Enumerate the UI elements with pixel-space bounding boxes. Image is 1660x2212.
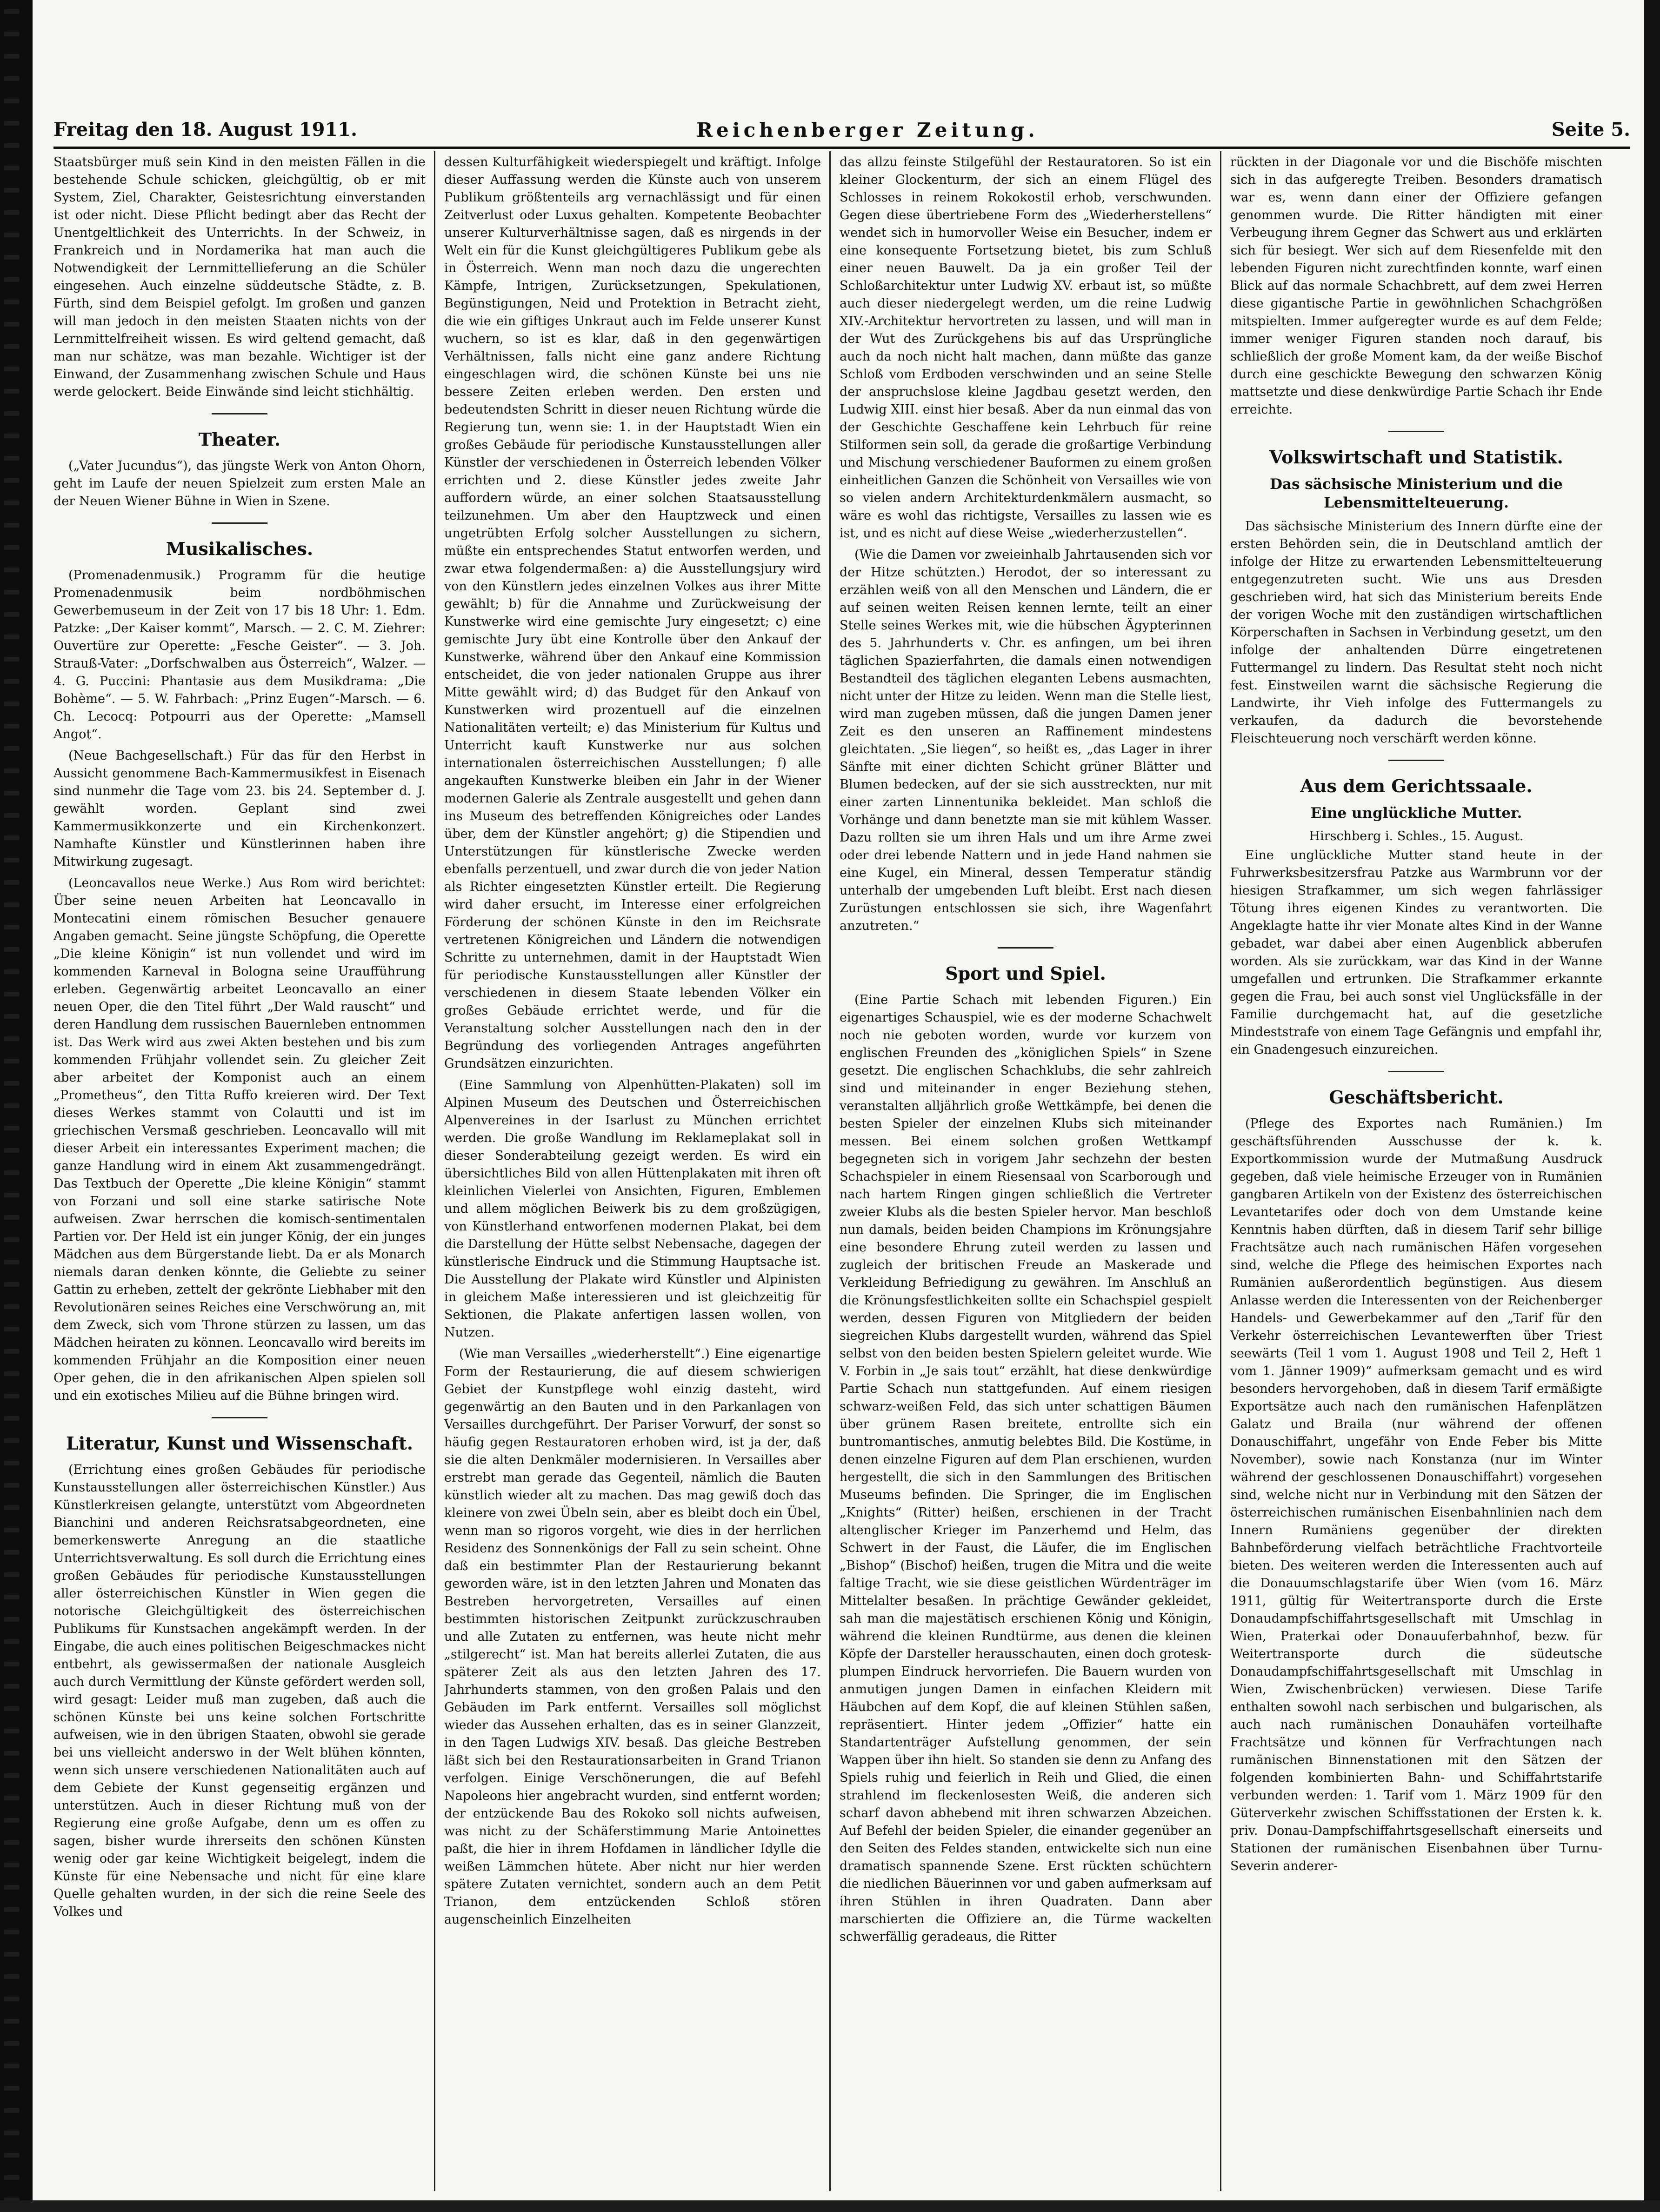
- perforation-mark: [4, 434, 20, 438]
- perforation-mark: [4, 1885, 20, 1890]
- perforation-mark: [4, 1014, 20, 1019]
- perforation-mark: [4, 1416, 20, 1421]
- article-text: (Wie die Damen vor zweieinhalb Jahrtausenden sich vor der Hitze schützten.) Herodot, der so interessant zu erzählen weiß von all den Menschen und Ländern, die er auf seinen weiten Reisen kennen lernte, teilt an einer Stelle seines Werkes mit, wie die hübschen Ägypterinnen des 5. Jahrhunderts v. Chr. es anfingen, um bei ihren täglichen Spazierfahrten, die damals einen notwendigen Bestandteil des täglichen eleganten Lebens ausmachten, nicht unter der Hitze zu leiden. Wenn man die Stelle liest, wird man zugeben müssen, daß die jungen Damen jener Zeit es den unseren an Raffinement mindestens gleichtaten. „Sie liegen“, so heißt es, „das Lager in ihrer Sänfte mit einer dichten Schicht grüner Blätter und Blumen bedecken, auf der sie sich ausstreckten, nur mit einer zarten Linnentunika bekleidet. Man schloß die Vorhänge und dann benetzte man sie mit kühlem Wasser. Dazu rollten sie um ihren Hals und um ihre Arme zwei oder drei lebende Nattern und in jede Hand nahmen sie eine Kugel, ein Mineral, dessen Temperatur ständig unterhalb der umgebenden Luft bleibt. Erst nach diesen Zurüstungen entschlossen sie sich, ihre Wagenfahrt anzutreten.“: [840, 548, 1212, 933]
- article-text: dessen Kulturfähigkeit wiederspiegelt und kräftigt. Infolge dieser Auffassung werden die Künste auch von unserem Publikum größtenteils arg vernachlässigt und für einen Zeitverlust oder Luxus gehalten. Kompetente Beobachter unserer Kulturverhältnisse sagen, daß es nirgends in der Welt ein für die Kunst gleichgültigeres Publikum gebe als in Österreich. Wenn man noch dazu die ungerechten Kämpfe, Intrigen, Zurücksetzungen, Spekulationen, Begünstigungen, Neid und Protektion in Betracht zieht, die wie ein giftiges Unkraut auch im Felde unserer Kunst wuchern, so ist es klar, daß in den gegenwärtigen Verhältnissen, falls nicht eine ganz andere Richtung eingeschlagen wird, die schönen Künste bei uns nie bessere Zeiten erleben werden. Den ersten und bedeutendsten Schritt in dieser neuen Richtung würde die Regierung tun, wenn sie: 1. in der Hauptstadt Wien ein großes Gebäude für periodische Kunstausstellungen aller Künstler der verschiedenen in Österreich lebenden Völker errichten und 2. diese Künstler jedes zweite Jahr auffordern würde, an einer solchen Staatsausstellung teilzunehmen. Um aber den Hauptzweck und einen ungetrübten Erfolg solcher Ausstellungen zu sichern, müßte ein entsprechendes Statut entworfen werden, und zwar etwa folgendermaßen: a) die Ausstellungsjury wird von den Künstlern jedes einzelnen Volkes aus ihrer Mitte gewählt; b) für die Annahme und Zurückweisung der Kunstwerke wird eine gemischte Jury eingesetzt; c) eine gemischte Jury übt eine Kontrolle über den Ankauf der Kunstwerke, während über den Ankauf eine Kommission entscheidet, die von jeder nationalen Gruppe aus ihrer Mitte gewählt wird; d) das Budget für den Ankauf von Kunstwerken wird prozentuell auf die einzelnen Nationalitäten verteilt; e) das Ministerium für Kultus und Unterricht kauft Kunstwerke nur aus solchen internationalen österreichischen Ausstellungen; f) alle angekauften Kunstwerke bleiben ein Jahr in der Wiener modernen Galerie als Zentrale ausgestellt und gehen dann ins Museum des betreffenden Königreiches oder Landes über, dem der Künstler angehört; g) die Stipendien und Unterstützungen für künstlerische Zwecke werden ebenfalls perzentuell, und zwar durch die von jeder Nation als Richter eingesetzten Künstler erteilt. Die Regierung wird daher ersucht, im Interesse einer erfolgreichen Förderung der schönen Künste in den im Reichsrate vertretenen Königreichen und Ländern die notwendigen Schritte zu unternehmen, damit in der Hauptstadt Wien für periodische Kunstausstellungen aller Künstler der verschiedenen in diesem Staate lebenden Völker ein großes Gebäude errichtet werde, und für die Veranstaltung solcher Ausstellungen nach den in der Begründung des vorliegenden Antrages angeführten Grundsätzen einzurichten.: [444, 155, 821, 1071]
- column-1: [53, 154, 426, 2191]
- perforation-mark: [4, 1528, 20, 1532]
- perforation-mark: [4, 902, 20, 907]
- perforation-mark: [4, 1818, 20, 1823]
- article-text: („Vater Jucundus“), das jüngste Werk von Anton Ohorn, geht im Laufe der neuen Spielzeit zum ersten Male an der Neuen Wiener Bühne in Wien in Szene.: [53, 459, 426, 508]
- perforation-mark: [4, 2131, 20, 2135]
- section-heading-business: Geschäftsbericht.: [1329, 1087, 1504, 1108]
- column-rule: [829, 151, 831, 2191]
- perforation-mark: [4, 501, 20, 505]
- perforation-mark: [4, 1974, 20, 1979]
- perforation-mark: [4, 858, 20, 862]
- perforation-mark: [4, 1371, 20, 1376]
- perforation-mark: [4, 791, 20, 795]
- perforation-mark: [4, 1952, 20, 1957]
- perforation-mark: [4, 1550, 20, 1555]
- perforation-mark: [4, 1260, 20, 1264]
- perforation-mark: [4, 2108, 20, 2113]
- article-text: Eine unglückliche Mutter stand heute in der Fuhrwerksbesitzersfrau Patzke aus Warmbrunn vor der hiesigen Strafkammer, um sich wegen fahrlässiger Tötung ihres eigenen Kindes zu verantworten. Die Angeklagte hatte ihr vier Monate altes Kind in der Wanne gebadet, war dabei aber einen Augenblick abberufen worden. Als sie zurückkam, war das Kind in der Wanne umgefallen und ertrunken. Die Strafkammer erkannte gegen die Frau, bei auch sonst viel Unglücksfälle in der Familie durchgemacht hat, auf die gesetzliche Mindeststrafe von einem Tage Gefängnis und empfahl ihr, ein Gnadengesuch einzureichen.: [1230, 848, 1602, 1057]
- perforation-mark: [4, 1304, 20, 1309]
- section-divider: [1388, 431, 1444, 432]
- perforation-mark: [4, 99, 20, 103]
- perforation-mark: [4, 32, 20, 36]
- perforation-mark: [4, 1461, 20, 1465]
- section-divider: [998, 947, 1053, 949]
- perforation-mark: [4, 1215, 20, 1220]
- section-divider: [1388, 760, 1444, 761]
- perforation-mark: [4, 1103, 20, 1108]
- perforation-mark: [4, 969, 20, 974]
- section-heading-literature: Literatur, Kunst und Wissenschaft.: [66, 1433, 413, 1454]
- perforation-mark: [4, 769, 20, 773]
- perforation-mark: [4, 724, 20, 728]
- perforation-mark: [4, 1438, 20, 1443]
- scan-edge-bottom: [0, 2200, 1660, 2212]
- section-heading-economy: Volkswirtschaft und Statistik.: [1269, 447, 1563, 468]
- article-text: (Eine Partie Schach mit lebenden Figuren.) Ein eigenartiges Schauspiel, wie es der moderne Schachwelt noch nie geboten worden, wurde vor kurzem von englischen Freunden des „königlichen Spiels“ in Szene gesetzt. Die englischen Schachklubs, die sehr zahlreich sind und miteinander in enger Beziehung stehen, veranstalten alljährlich große Wettkämpfe, bei denen die besten Spieler der einzelnen Klubs sich miteinander messen. Bei einem solchen großen Wettkampf begegneten sich in vorigem Jahr sechzehn der besten Schachspieler in einem Riesensaal von Scarborough und nach hartem Ringen gingen schließlich die Vertreter zweier Klubs als die besten Spieler hervor. Man beschloß nun damals, beiden beiden Champions im Krönungsjahre eine besondere Ehrung zuteil werden zu lassen und zugleich der britischen Freude an Maskerade und Verkleidung Befriedigung zu gewähren. Im Anschluß an die Krönungsfestlichkeiten sollte ein Schachspiel gespielt werden, dessen Figuren von Mitgliedern der beiden siegreichen Klubs dargestellt wurden, während das Spiel selbst von den beiden besten Spielern geleitet wurde. Wie V. Forbin in „Je sais tout“ erzählt, hat diese denkwürdige Partie Schach nun stattgefunden. Auf einem riesigen schwarz-weißen Feld, das sich unter schattigen Bäumen über grünem Rasen breitete, entrollte sich ein buntromantisches, anmutig belebtes Bild. Die Kostüme, in denen einzelne Figuren auf dem Plan erschienen, wurden hergestellt, die sich in den Sammlungen des Britischen Museums befinden. Die Springer, die im Englischen „Knights“ (Ritter) heißen, erschienen in der Tracht altenglischer Krieger im Panzerhemd und Helm, das Schwert in der Faust, die Läufer, die im Englischen „Bishop“ (Bischof) heißen, trugen die Mitra und die weite faltige Tracht, wie sie diese geistlichen Würdenträger im Mittelalter besaßen. In prächtige Gewänder gekleidet, sah man die majestätisch erschienen König und Königin, während die kleinen Rundtürme, aus denen die kleinen Köpfe der Darsteller herausschauten, einen doch grotesk-plumpen Eindruck hervorriefen. Die Bauern wurden von anmutigen jungen Damen in einfachen Kleidern mit Häubchen auf dem Kopf, die auf kleinen Stühlen saßen, repräsentiert. Hinter jedem „Offizier“ hatte ein Standartenträger Aufstellung genommen, der sein Wappen über ihn hielt. So standen sie denn zu Anfang des Spiels ruhig und feierlich in Reih und Glied, die einen strahlend im fleckenlosesten Weiß, die anderen sich scharf davon abhebend mit ihren schwarzen Abzeichen. Auf Befehl der beiden Spieler, die einander gegenüber an den Seiten des Feldes standen, entwickelte sich nun eine dramatisch spannende Szene. Erst rückten schüchtern die niedlichen Bäuerinnen vor und gaben aufmerksam auf ihren Stühlen in ihren Quadraten. Dann aber marschierten die Offiziere an, die Türme wackelten schwerfällig geradeaus, die Ritter: [840, 993, 1212, 1944]
- page-number: Seite 5.: [1551, 119, 1630, 140]
- perforation-mark: [4, 9, 20, 14]
- perforation-mark: [4, 1662, 20, 1666]
- column-3: [840, 154, 1212, 2191]
- perforation-mark: [4, 456, 20, 461]
- perforation-mark: [4, 590, 20, 595]
- scan-edge-perforation: [0, 0, 33, 2212]
- perforation-mark: [4, 612, 20, 617]
- issue-date: Freitag den 18. August 1911.: [53, 119, 357, 140]
- perforation-mark: [4, 367, 20, 371]
- perforation-mark: [4, 523, 20, 528]
- perforation-mark: [4, 1170, 20, 1175]
- perforation-mark: [4, 1930, 20, 1934]
- perforation-mark: [4, 344, 20, 349]
- perforation-mark: [4, 143, 20, 148]
- perforation-mark: [4, 1796, 20, 1800]
- article-text: rückten in der Diagonale vor und die Bischöfe mischten sich in das aufgeregte Treiben. Besonders dramatisch war es, wenn dann einer der Offiziere gefangen genommen wurde. Die Ritter händigten mit einer Verbeugung ihrem Gegner das Schwert aus und erklärten sich für besiegt. Wer sich auf dem Riesenfelde mit den lebenden Figuren nicht zurechtfinden konnte, warf einen Blick auf das normale Schachbrett, auf dem zwei Herren diese gigantische Partie in gewöhnlichen Schachgrößen mitspielten. Immer aufgeregter wurde es auf dem Felde; immer weniger Figuren standen noch darauf, bis schließlich der große Moment kam, da der weiße Bischof durch eine geschickte Bewegung den schwarzen König mattsetzte und diese denkwürdige Partie Schach ihr Ende erreichte.: [1230, 155, 1602, 417]
- perforation-mark: [4, 411, 20, 416]
- perforation-mark: [4, 635, 20, 639]
- perforation-mark: [4, 478, 20, 483]
- perforation-mark: [4, 657, 20, 662]
- perforation-mark: [4, 925, 20, 929]
- perforation-mark: [4, 1617, 20, 1622]
- perforation-mark: [4, 322, 20, 327]
- section-heading-sport: Sport und Spiel.: [945, 963, 1106, 984]
- perforation-mark: [4, 210, 20, 215]
- column-rule: [1220, 151, 1221, 2191]
- article-text: (Eine Sammlung von Alpenhütten-Plakaten) soll im Alpinen Museum des Deutschen und Österreichischen Alpenvereines in der Isarlust zu München errichtet werden. Die große Wandlung im Reklameplakat soll in dieser Sonderabteilung gezeigt werden. Es wird ein übersichtliches Bild von allen Hüttenplakaten mit ihren oft kleinlichen Vielerlei von Ansichten, Figuren, Emblemen und allem möglichen Beiwerk bis zu dem großzügigen, von Künstlerhand entworfenen modernen Plakat, bei dem die Darstellung der Hütte selbst Nebensache, dagegen der künstlerische Eindruck und die Stimmung Hauptsache ist. Die Ausstellung der Plakate wird Künstler und Alpinisten in gleichem Maße interessieren und ist gleichzeitig für Sektionen, die Plakate anfertigen lassen wollen, von Nutzen.: [444, 1078, 821, 1340]
- perforation-mark: [4, 1193, 20, 1197]
- perforation-mark: [4, 233, 20, 237]
- masthead: [53, 119, 1630, 147]
- perforation-mark: [4, 121, 20, 126]
- perforation-mark: [4, 702, 20, 706]
- article-subheading: Das sächsische Ministerium und die Lebensmittelteuerung.: [1270, 476, 1563, 511]
- perforation-mark: [4, 1751, 20, 1756]
- section-divider: [212, 413, 267, 414]
- perforation-mark: [4, 1729, 20, 1733]
- perforation-mark: [4, 835, 20, 840]
- perforation-mark: [4, 947, 20, 952]
- perforation-mark: [4, 2064, 20, 2068]
- column-4: [1230, 154, 1602, 2191]
- article-text: (Pflege des Exportes nach Rumänien.) Im geschäftsführenden Ausschusse der k. k. Exportkommission wurde der Mutmaßung Ausdruck gegeben, daß viele heimische Erzeuger von in Rumänien gangbaren Artikeln von der Existenz des österreichischen Levantetarifes oder doch von dem Umstande keine Kenntnis haben dürften, daß in diesem Tarif sehr billige Frachtsätze auch nach rumänischen Häfen vorgesehen sind, welche die Pflege des heimischen Exportes nach Rumänien außerordentlich begünstigen. Aus diesem Anlasse werden die Interessenten von der Reichenberger Handels- und Gewerbekammer auf den „Tarif für den Verkehr österreichischen Levantewerften über Triest seewärts (Teil 1 vom 1. August 1908 und Teil 2, Heft 1 vom 1. Jänner 1909)“ aufmerksam gemacht und es wird besonders hervorgehoben, daß in diesem Tarif ermäßigte Exportsätze auch nach den rumänischen Hafenplätzen Galatz und Braila (nur während der offenen Donauschiffahrt, ungefähr von Ende Feber bis Mitte November), sowie nach Konstanza (nur im Winter während der geschlossenen Donauschiffahrt) vorgesehen sind, welche nicht nur in Verbindung mit den Sätzen der österreichischen rumänischen Eisenbahnlinien nach dem Innern Rumäniens gegenüber der direkten Bahnbeförderung vielfach beträchtliche Frachtvorteile bieten. Des weiteren werden die Interessenten auch auf die Donauumschlagstarife über Wien (vom 16. März 1911, gültig für Weitertransporte durch die Erste Donaudampfschiffahrtsgesellschaft mit Umschlag in Wien, Praterkai oder Donauuferbahnhof, bezw. für Weitertransporte durch die südeutsche Donaudampfschiffahrtsgesellschaft mit Umschlag in Wien, Zwischenbrücken) verwiesen. Diese Tarife enthalten sowohl nach serbischen und bulgarischen, als auch nach rumänischen Donauhäfen vorteilhafte Frachtsätze und können für Verfrachtungen nach rumänischen Binnenstationen mit den Sätzen der folgenden kombinierten Bahn- und Schiffahrtstarife verbunden werden: 1. Tarif vom 1. März 1909 für den Güterverkehr zwischen Schiffsstationen der Ersten k. k. priv. Donau-Dampfschiffahrtsgesellschaft einerseits und Stationen der rumänischen Eisenbahnen über Turnu-Severin anderer-: [1230, 1116, 1602, 1873]
- perforation-mark: [4, 1773, 20, 1778]
- perforation-mark: [4, 679, 20, 684]
- perforation-mark: [4, 1863, 20, 1867]
- perforation-mark: [4, 2019, 20, 2024]
- perforation-mark: [4, 76, 20, 81]
- perforation-mark: [4, 992, 20, 996]
- perforation-mark: [4, 1706, 20, 1711]
- section-divider: [1388, 1071, 1444, 1072]
- perforation-mark: [4, 2086, 20, 2091]
- perforation-mark: [4, 1595, 20, 1599]
- article-text: das allzu feinste Stilgefühl der Restauratoren. So ist ein kleiner Glockenturm, der sich an einem Flügel des Schlosses in reinem Rokokostil erhob, verschwunden. Gegen diese übertriebene Form des „Wiederherstellens“ wendet sich in humorvoller Weise ein Besucher, indem er eine konsequente Fortsetzung bietet, bis zum Schluß einer neuen Bauwelt. Da ja ein großer Teil der Schloßarchitektur unter Ludwig XV. erbaut ist, so müßte auch dieser niedergelegt werden, um die reine Ludwig XIV.-Architektur hervortreten zu lassen, und will man in der Wut des Zurückgehens bis auf das Ursprüngliche auch da noch nicht halt machen, dann müßte das ganze Schloß vom Erdboden verschwinden und an seine Stelle der anspruchslose kleine Jagdbau gesetzt werden, den Ludwig XIII. einst hier besaß. Aber da nun einmal das von der Geschichte Geschaffene kein Lehrbuch für reine Stilformen sein soll, da gerade die großartige Verbindung und Mischung verschiedener Bauformen zu einem großen einheitlichen Ganzen die Schönheit von Versailles wie von so vielen andern Architekturdenkmälern ausmacht, so wäre es wohl das richtigste, Versailles zu lassen wie es ist, und es nicht auf diese Weise „wiederherzustellen“.: [840, 155, 1212, 541]
- perforation-mark: [4, 1081, 20, 1086]
- perforation-mark: [4, 2153, 20, 2158]
- column-rule: [434, 151, 435, 2191]
- perforation-mark: [4, 880, 20, 885]
- perforation-mark: [4, 1997, 20, 2001]
- article-text: (Neue Bachgesellschaft.) Für das für den Herbst in Aussicht genommene Bach-Kammermusikfest in Eisenach sind nunmehr die Tage vom 23. bis 24. September d. J. gewählt worden. Geplant sind zwei Kammermusikkonzerte und ein Kirchenkonzert. Namhafte Künstler und Künstlerinnen haben ihre Mitwirkung zugesagt.: [53, 748, 426, 869]
- section-heading-theater: Theater.: [198, 429, 281, 450]
- section-heading-court: Aus dem Gerichtssaale.: [1300, 775, 1533, 796]
- section-divider: [212, 1417, 267, 1418]
- article-text: (Leoncavallos neue Werke.) Aus Rom wird berichtet: Über seine neuen Arbeiten hat Leoncavallo in Montecatini einem römischen Besucher genauere Angaben gemacht. Seine jüngste Schöpfung, die Operette „Die kleine Königin“ ist nun vollendet und wird im kommenden Karneval in Bologna seine Uraufführung erleben. Gegenwärtig arbeitet Leoncavallo an einer neuen Oper, die den Titel führt „Der Wald rauscht“ und deren Handlung dem russischen Bauernleben entnommen ist. Das Werk wird aus zwei Akten bestehen und bis zum kommenden Frühjahr vollendet sein. Zu gleicher Zeit aber arbeitet der Komponist auch an einem „Prometheus“, den Titta Ruffo kreieren wird. Der Text dieses Werkes stammt von Colautti und ist im griechischen Versmaß geschrieben. Leoncavallo will mit dieser Arbeit ein interessantes Experiment machen; die ganze Handlung wird in einem Akt zusammengedrängt. Das Textbuch der Operette „Die kleine Königin“ stammt von Forzani und soll eine starke satirische Note aufweisen. Zwar herrschen die komisch-sentimentalen Partien vor. Der Held ist ein junger König, der ein junges Mädchen aus dem Bürgerstande liebt. Da er als Monarch niemals daran denken könnte, die Geliebte zu seiner Gattin zu erheben, zettelt der gekrönte Liebhaber mit den Revolutionären seines Reiches eine Verschwörung an, mit dem Zweck, sich vom Throne stürzen zu lassen, um das Mädchen heiraten zu können. Leoncavallo wird bereits im kommenden Frühjahr an die Komposition einer neuen Oper gehen, die in den afrikanischen Alpen spielen soll und ein exotisches Milieu auf die Bühne bringen wird.: [53, 876, 426, 1403]
- article-text: Staatsbürger muß sein Kind in den meisten Fällen in die bestehende Schule schicken, gleichgültig, ob er mit System, Ziel, Charakter, Geistesrichtung einverstanden ist oder nicht. Diese Pflicht bedingt aber das Recht der Unentgeltlichkeit des Unterrichts. In der Schweiz, in Frankreich und in Nordamerika hat man auch die Notwendigkeit der Lernmittellieferung an die Schüler eingesehen. Auch einzelne süddeutsche Städte, z. B. Fürth, sind dem Beispiel gefolgt. Im großen und ganzen will man jedoch in den meisten Staaten nichts von der Lernmittelfreiheit wissen. Es wird geltend gemacht, daß man nur schätze, was man bezahle. Wichtiger ist der Einwand, der Zusammenhang zwischen Schule und Haus werde gelockert. Beide Einwände sind leicht stichhältig.: [53, 155, 426, 399]
- section-heading-music: Musikalisches.: [166, 538, 313, 559]
- article-text: (Wie man Versailles „wiederherstellt“.) Eine eigenartige Form der Restaurierung, die auf diesem schwierigen Gebiet der Kunstpflege wohl einzig dasteht, wird gegenwärtig an den Bauten und in den Parkanlagen von Versailles durchgeführt. Der Pariser Vorwurf, der sonst so häufig gegen Restauratoren erhoben wird, ist ja der, daß sie die alten Denkmäler modernisieren. In Versailles aber erstrebt man gerade das Gegenteil, nämlich die Bauten künstlich wieder alt zu machen. Das mag gewiß doch das kleinere von zwei Übeln sein, aber es bleibt doch ein Übel, wenn man so rigoros vorgeht, wie dies in der herrlichen Residenz des Sonnenkönigs der Fall zu sein scheint. Ohne daß ein bestimmter Plan der Restaurierung bekannt geworden wäre, ist in den letzten Jahren und Monaten das Bestreben hervorgetreten, Versailles auf einen bestimmten historischen Zeitpunkt zurückzuschrauben und alle Zutaten zu entfernen, was heute nicht mehr „stilgerecht“ ist. Man hat bereits allerlei Zutaten, die aus späterer Zeit als aus den letzten Jahren des 17. Jahrhunderts stammen, von den großen Palais und den Gebäuden im Park entfernt. Versailles soll möglichst wieder das Aussehen erhalten, das es in seiner Glanzzeit, in den Tagen Ludwigs XIV. besaß. Das gleiche Bestreben läßt sich bei den Restaurationsarbeiten in Grand Trianon verfolgen. Einige Verschönerungen, die auf Befehl Napoleons hier angebracht wurden, sind entfernt worden; der entzückende Bau des Rokoko soll nichts aufweisen, was nicht zu der Schäferstimmung Marie Antoinettes paßt, die hier in ihrem Hofdamen in ländlicher Idylle die weißen Lämmchen hütete. Aber nicht nur hier werden spätere Zutaten vernichtet, sondern auch an dem Petit Trianon, dem entzückenden Schloß stören augenscheinlich Einzelheiten: [444, 1347, 821, 1927]
- perforation-mark: [4, 1059, 20, 1063]
- perforation-mark: [4, 1327, 20, 1331]
- perforation-mark: [4, 1505, 20, 1510]
- perforation-mark: [4, 389, 20, 394]
- perforation-mark: [4, 300, 20, 304]
- perforation-mark: [4, 1840, 20, 1845]
- perforation-mark: [4, 54, 20, 59]
- perforation-mark: [4, 255, 20, 260]
- perforation-mark: [4, 1684, 20, 1689]
- scan-edge-right: [1644, 0, 1660, 2212]
- perforation-mark: [4, 2041, 20, 2046]
- perforation-mark: [4, 545, 20, 550]
- perforation-mark: [4, 1907, 20, 1912]
- article-subheading: Eine unglückliche Mutter.: [1310, 805, 1522, 822]
- perforation-mark: [4, 1483, 20, 1488]
- article-dateline: Hirschberg i. Schles., 15. August.: [1309, 829, 1524, 843]
- perforation-mark: [4, 1237, 20, 1242]
- article-text: (Promenadenmusik.) Programm für die heutige Promenadenmusik beim nordböhmischen Gewerbemuseum in der Zeit von 17 bis 18 Uhr: 1. Edm. Patzke: „Der Kaiser kommt“, Marsch. — 2. C. M. Ziehrer: Ouvertüre zur Operette: „Fesche Geister“. — 3. Joh. Strauß-Vater: „Dorfschwalben aus Österreich“, Walzer. — 4. G. Puccini: Phantasie aus dem Musikdrama: „Die Bohème“. — 5. W. Fahrbach: „Prinz Eugen“-Marsch. — 6. Ch. Lecocq: Potpourri aus der Operette: „Mamsell Angot“.: [53, 568, 426, 742]
- perforation-mark: [4, 1282, 20, 1287]
- perforation-mark: [4, 277, 20, 282]
- perforation-mark: [4, 1394, 20, 1398]
- perforation-mark: [4, 1349, 20, 1354]
- perforation-mark: [4, 1148, 20, 1153]
- perforation-mark: [4, 166, 20, 170]
- perforation-mark: [4, 188, 20, 193]
- article-text: (Errichtung eines großen Gebäudes für periodische Kunstausstellungen aller österreichischen Künstler.) Aus Künstlerkreisen gelangte, unterstützt vom Abgeordneten Bianchini und anderen Reichsratsabgeordneten, eine bemerkenswerte Anregung an die staatliche Unterrichtsverwaltung. Es soll durch die Errichtung eines großen Gebäudes für periodische Kunstausstellungen aller österreichischen Künstler in Wien gegen die notorische Gleichgültigkeit des österreichischen Publikums für Kunstsachen angekämpft werden. In der Eingabe, die auch eines politischen Beigeschmackes nicht entbehrt, als gewissermaßen der nationale Ausgleich auch durch Vermittlung der Künste gefördert werden soll, wird gesagt: Leider muß man zugeben, daß auch die schönen Künste bei uns keine solchen Fortschritte aufweisen, wie in den übrigen Staaten, obwohl sie gerade bei uns vielleicht anderswo in der Welt blühen könnten, wenn sich unsere verschiedenen Nationalitäten auch auf dem Gebiete der Kunst gegenseitig ergänzen und unterstützen. Auch in dieser Richtung muß von der Regierung eine große Aufgabe, denn um es offen zu sagen, bisher wurde ihrerseits den schönen Künsten wenig oder gar keine Wichtigkeit beigelegt, indem die Künste für eine Nebensache und nicht für eine klare Quelle gehalten wurden, in der sich die reine Seele des Volkes und: [53, 1463, 426, 1919]
- perforation-mark: [4, 1126, 20, 1130]
- perforation-mark: [4, 568, 20, 572]
- perforation-mark: [4, 1639, 20, 1644]
- masthead-rule: [53, 147, 1630, 149]
- perforation-mark: [4, 813, 20, 818]
- article-text: Das sächsische Ministerium des Innern dürfte eine der ersten Behörden sein, die in Deutschland amtlich der infolge der Hitze zu erwartenden Lebensmittelteuerung entgegenzutreten sucht. Wie uns aus Dresden geschrieben wird, hat sich das Ministerium bereits Ende der vorigen Woche mit den zuständigen wirtschaftlichen Körperschaften in Sachsen in Verbindung gesetzt, um den infolge der anhaltenden Dürre eingetretenen Futtermangel zu lindern. Das Resultat steht noch nicht fest. Einstweilen warnt die sächsische Regierung die Landwirte, ihr Vieh infolge des Futtermangels zu verkaufen, da dadurch die bevorstehende Fleischteuerung noch verschärft werden könne.: [1230, 519, 1602, 746]
- newspaper-title: Reichenberger Zeitung.: [696, 119, 1039, 141]
- perforation-mark: [4, 1572, 20, 1577]
- perforation-mark: [4, 746, 20, 751]
- column-2: [444, 154, 821, 2191]
- section-divider: [212, 522, 267, 524]
- perforation-mark: [4, 1036, 20, 1041]
- perforation-mark: [4, 2175, 20, 2180]
